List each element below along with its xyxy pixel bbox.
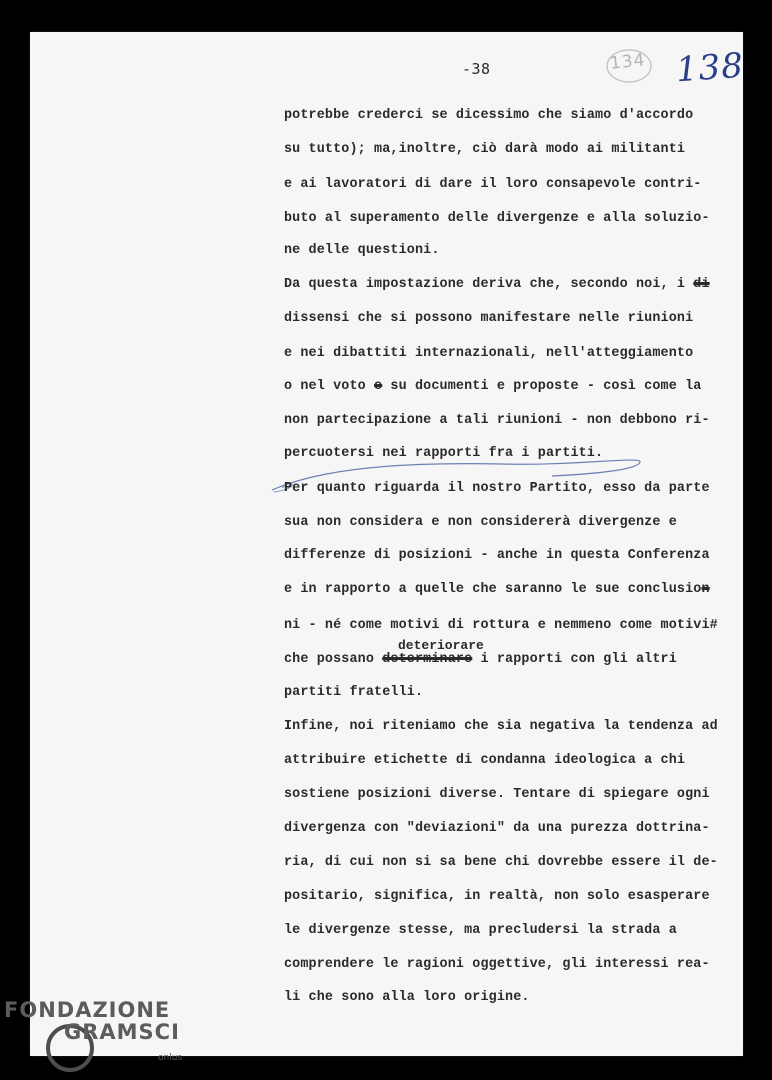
text-line: li che sono alla loro origine. xyxy=(284,990,530,1005)
text-line xyxy=(284,652,677,668)
text-line: buto al superamento delle divergenze e alla soluzio- xyxy=(284,211,710,226)
text-line: sostiene posizioni diverse. Tentare di spiegare ogni xyxy=(284,787,710,802)
text-line xyxy=(284,618,718,634)
text-line: e nei dibattiti internazionali, nell'atteggiamento xyxy=(284,346,694,361)
text-line: sua non considera e non considererà divergenze e xyxy=(284,515,677,530)
watermark-title: FONDAZIONE xyxy=(4,998,171,1022)
text-line: Infine, noi riteniamo che sia negativa la tendenza ad xyxy=(284,719,718,734)
struck-text: determinare xyxy=(382,652,473,667)
text-line: ne delle questioni. xyxy=(284,243,440,258)
watermark-caption: onlus xyxy=(158,1053,183,1063)
text-line: Per quanto riguarda il nostro Partito, esso da parte xyxy=(284,481,710,496)
text-line: e ai lavoratori di dare il loro consapevole contri- xyxy=(284,177,702,192)
page-number: -38 xyxy=(462,60,491,78)
text-line: le divergenze stesse, ma precludersi la strada a xyxy=(284,923,677,938)
text-line: ria, di cui non si sa bene chi dovrebbe essere il de- xyxy=(284,855,718,870)
watermark-subtitle: GRAMSCI xyxy=(64,1020,180,1044)
text-line: non partecipazione a tali riunioni - non debbono ri- xyxy=(284,413,710,428)
text-line-fragment: Da questa impostazione deriva che, secondo noi, i xyxy=(284,277,694,292)
text-line-fragment: ni - né come motivi di rottura e nemmeno come motivi xyxy=(284,618,710,633)
text-line-fragment: su documenti e proposte - così come la xyxy=(382,379,702,394)
text-line xyxy=(284,379,701,395)
text-line-fragment: che possano xyxy=(284,652,383,667)
text-line: su tutto); ma,inoltre, ciò darà modo ai militanti xyxy=(284,142,686,157)
text-line: positario, significa, in realtà, non solo esasperare xyxy=(284,889,710,904)
text-line: potrebbe crederci se dicessimo che siamo d'accordo xyxy=(284,108,694,123)
text-line: comprendere le ragioni oggettive, gli interessi rea- xyxy=(284,957,710,972)
text-line-fragment: e in rapporto a quelle che saranno le sue conclusio xyxy=(284,582,702,597)
text-line xyxy=(284,277,710,293)
struck-text: n xyxy=(701,582,710,597)
typed-correction: deteriorare xyxy=(398,638,484,653)
text-line xyxy=(284,582,710,598)
struck-text: e xyxy=(374,379,383,394)
struck-text: # xyxy=(709,618,718,633)
archive-number: 134 xyxy=(609,50,647,74)
text-line-fragment: o nel voto xyxy=(284,379,375,394)
text-line: dissensi che si possono manifestare nelle riunioni xyxy=(284,311,694,326)
text-line: divergenza con "deviazioni" da una purezza dottrina- xyxy=(284,821,710,836)
text-line-fragment: i rapporti con gli altri xyxy=(472,652,677,667)
text-line: attribuire etichette di condanna ideologica a chi xyxy=(284,753,686,768)
text-line: partiti fratelli. xyxy=(284,685,424,700)
handwritten-folio-number: 138 xyxy=(674,45,746,91)
struck-text: di xyxy=(693,277,710,292)
text-line: differenze di posizioni - anche in questa Conferenza xyxy=(284,548,710,563)
text-line: percuotersi nei rapporti fra i partiti. xyxy=(284,446,604,461)
